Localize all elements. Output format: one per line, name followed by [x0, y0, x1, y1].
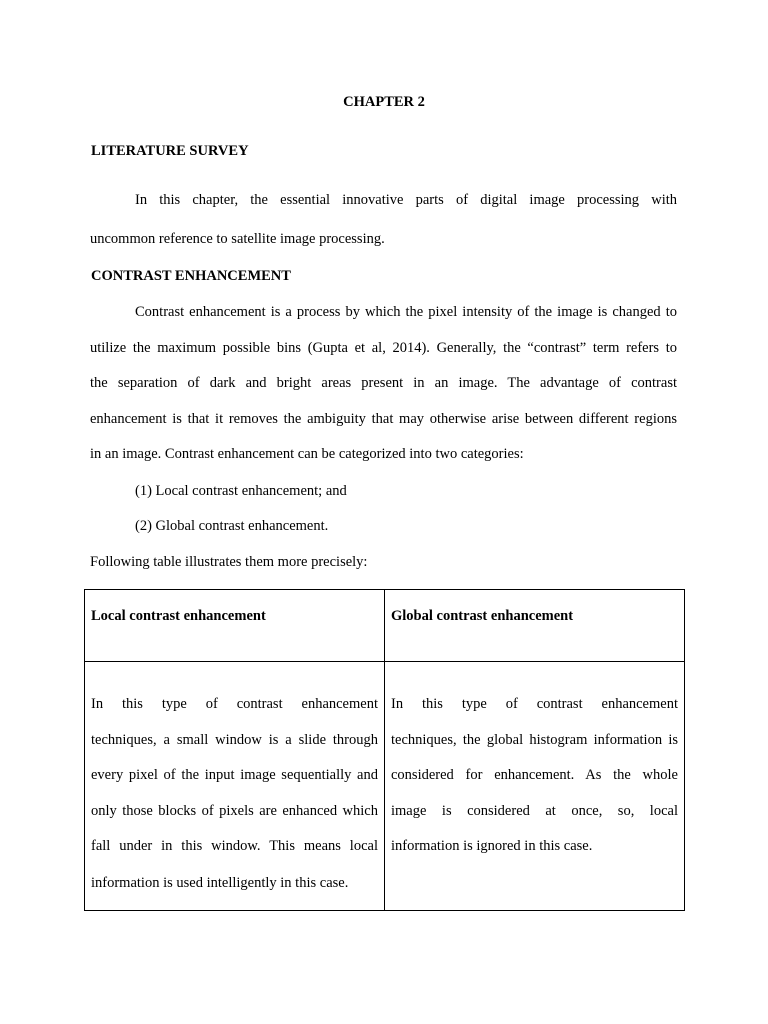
chapter-title: CHAPTER 2: [343, 94, 425, 110]
body-line-1: Contrast enhancement is a process by which the pixel intensity of the image is changed to: [135, 304, 677, 320]
list-item: (1) Local contrast enhancement; and: [135, 483, 347, 499]
table-header-local: Local contrast enhancement: [91, 608, 266, 624]
table-intro: Following table illustrates them more precisely:: [90, 554, 368, 570]
body-line-3: the separation of dark and bright areas present in an image. The advantage of contrast: [90, 375, 677, 391]
cell-line: information is used intelligently in this case.: [91, 875, 349, 891]
subsection-heading: CONTRAST ENHANCEMENT: [91, 268, 291, 284]
comparison-table: [84, 589, 685, 911]
cell-line: techniques, the global histogram information is: [391, 732, 678, 748]
cell-line: every pixel of the input image sequentially and: [91, 767, 378, 783]
table-divider-vertical: [384, 590, 385, 910]
section-heading: LITERATURE SURVEY: [91, 143, 249, 159]
cell-line: In this type of contrast enhancement: [91, 696, 378, 712]
cell-line: image is considered at once, so, local: [391, 803, 678, 819]
body-line-2: utilize the maximum possible bins (Gupta et al, 2014). Generally, the “contrast” term refers to: [90, 340, 677, 356]
intro-line-2: uncommon reference to satellite image processing.: [90, 231, 385, 247]
cell-line: fall under in this window. This means local: [91, 838, 378, 854]
cell-line: information is ignored in this case.: [391, 838, 593, 854]
body-line-4: enhancement is that it removes the ambiguity that may otherwise arise between different regions: [90, 411, 677, 427]
cell-line: In this type of contrast enhancement: [391, 696, 678, 712]
cell-line: only those blocks of pixels are enhanced which: [91, 803, 378, 819]
body-line-5: in an image. Contrast enhancement can be categorized into two categories:: [90, 446, 524, 462]
cell-line: considered for enhancement. As the whole: [391, 767, 678, 783]
cell-line: techniques, a small window is a slide through: [91, 732, 378, 748]
intro-line-1: In this chapter, the essential innovative parts of digital image processing with: [135, 192, 677, 208]
table-header-global: Global contrast enhancement: [391, 608, 574, 624]
list-item: (2) Global contrast enhancement.: [135, 518, 329, 534]
table-divider-horizontal: [85, 661, 684, 662]
